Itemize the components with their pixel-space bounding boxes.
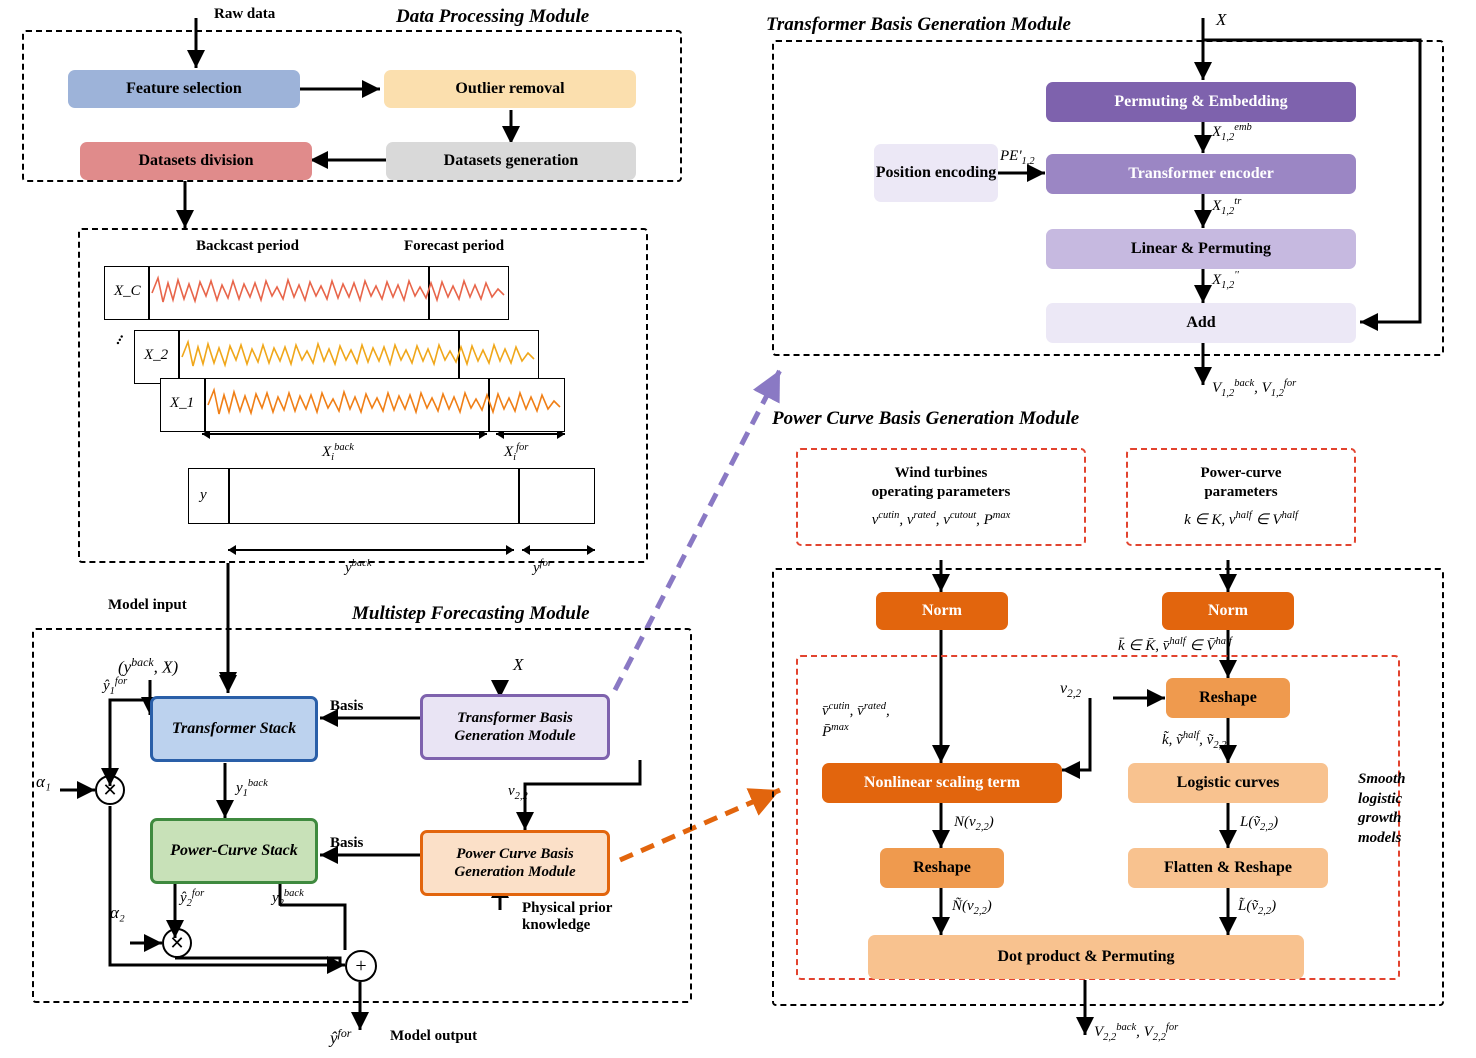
data-processing-title: Data Processing Module	[396, 6, 590, 27]
position-encoding-box[interactable]	[874, 144, 998, 202]
norm-right-box[interactable]: Norm	[1162, 592, 1294, 630]
multistep-title: Multistep Forecasting Module	[352, 603, 590, 624]
multistep-forecasting-module	[32, 628, 692, 1003]
y1back-label: $y_1^{back}$	[236, 778, 268, 799]
input-tuple-label: ($y^{back}$, X)	[118, 655, 179, 677]
position-encoding-label: Position encoding	[875, 164, 997, 182]
reshape-top-box[interactable]: Reshape	[1166, 678, 1290, 718]
series-divider2-x2	[458, 330, 460, 384]
pc-params-line3: k ∈ K, $v^{half}$ ∈ $V^{half}$	[1184, 509, 1298, 528]
series-divider2-y	[518, 468, 520, 524]
series-divider-xc	[148, 266, 150, 320]
transformer-stack-box[interactable]	[150, 696, 318, 762]
pcbgm-reference-box[interactable]	[420, 830, 610, 896]
datasets-generation-box[interactable]: Datasets generation	[386, 142, 636, 180]
power-curve-module-title: Power Curve Basis Generation Module	[772, 408, 1080, 429]
series-box-xc	[104, 266, 509, 320]
pc-params-line1: Power-curve	[1200, 464, 1282, 481]
pcbgm-reference-label: Power Curve Basis Generation Module	[454, 846, 576, 880]
model-input-label: Model input	[108, 597, 187, 613]
x-dprime-label: $X_{1,2}''$	[1212, 270, 1239, 291]
y-back-label: $y^{back}$	[345, 558, 372, 576]
v22-label-multistep: $v_{2,2}$	[508, 783, 528, 802]
power-curve-output-label: $V_{2,2}^{back}$, $V_{2,2}^{for}$	[1094, 1022, 1179, 1043]
alpha2-label: α₂	[110, 903, 125, 922]
linear-permuting-box[interactable]: Linear & Permuting	[1046, 229, 1356, 269]
x-tr-label: $X_{1,2}^{tr}$	[1212, 196, 1242, 217]
transformer-module-title: Transformer Basis Generation Module	[766, 14, 1071, 35]
transformer-output-label: $V_{1,2}^{back}$, $V_{1,2}^{for}$	[1212, 378, 1297, 399]
transformer-stack-label: Transformer Stack	[171, 720, 297, 738]
reshape-left-box[interactable]: Reshape	[880, 848, 1004, 888]
series-box-y	[188, 468, 595, 524]
reshape-output-label: k̃, ṽ$^{half}$, ṽ$_{2,2}$	[1162, 730, 1227, 751]
n-tilde-label: $Ñ(v_{2,2})$	[952, 898, 992, 917]
dot-product-box[interactable]: Dot product & Permuting	[868, 935, 1304, 979]
flatten-reshape-box[interactable]: Flatten & Reshape	[1128, 848, 1328, 888]
wind-params-line2: operating parameters	[871, 484, 1011, 501]
transformer-encoder-box[interactable]: Transformer encoder	[1046, 154, 1356, 194]
x-input-label: X	[513, 655, 524, 674]
physical-prior-label: Physical prior knowledge	[522, 900, 613, 934]
permuting-embedding-box[interactable]: Permuting & Embedding	[1046, 82, 1356, 122]
n-v22-label: $N(v_{2,2})$	[954, 814, 994, 833]
norm-output-left-label: v̄$^{cutin}$, v̄$^{rated}$, P̄$^{max}$	[822, 701, 890, 741]
series-ellipsis: ...	[107, 329, 127, 348]
series-label-y: y	[200, 487, 207, 503]
add-node: +	[345, 950, 377, 982]
norm-output-right-label: k̄ ∈ K̄, v̄$^{half}$ ∈ V̄$^{half}$	[1118, 636, 1232, 654]
smooth-logistic-note: Smooth logistic growth models	[1358, 771, 1406, 846]
series-divider-x2	[178, 330, 180, 384]
l-tilde-label: L̃(ṽ$_{2,2}$)	[1238, 898, 1277, 917]
raw-data-label: Raw data	[214, 6, 276, 22]
pe-label: $PE'_{1,2}$	[1000, 148, 1035, 167]
series-box-x1	[160, 378, 565, 432]
add-box[interactable]: Add	[1046, 303, 1356, 343]
wind-params-line3: $v^{cutin}$, $v^{rated}$, $v^{cutout}$, $P^{max}$	[871, 509, 1011, 528]
series-divider2-x1	[488, 378, 490, 432]
alpha1-label: α₁	[36, 772, 51, 791]
wind-params-line1: Wind turbines	[894, 464, 988, 481]
y-for-label: $y^{for}$	[533, 558, 552, 576]
power-curve-stack-box[interactable]	[150, 818, 318, 884]
v22-input-label: $v_{2,2}$	[1060, 680, 1082, 701]
multiply-node-2: ✕	[162, 928, 192, 958]
power-curve-stack-label: Power-Curve Stack	[170, 842, 298, 860]
x-back-label: $X_i^{back}$	[322, 442, 354, 463]
backcast-period-label: Backcast period	[196, 238, 299, 254]
feature-selection-box[interactable]: Feature selection	[68, 70, 300, 108]
logistic-curves-box[interactable]: Logistic curves	[1128, 763, 1328, 803]
tbgm-reference-label: Transformer Basis Generation Module	[454, 710, 576, 744]
tbgm-reference-box[interactable]	[420, 694, 610, 760]
l-v22-label: L(ṽ$_{2,2}$)	[1240, 814, 1279, 833]
x-emb-label: $X_{1,2}^{emb}$	[1212, 122, 1252, 143]
series-label-x2: X_2	[144, 347, 169, 363]
x-for-label: $X_i^{for}$	[504, 442, 529, 463]
model-output-label: Model output	[390, 1028, 478, 1044]
output-yhat-label: $ŷ^{for}$	[330, 1026, 352, 1048]
pc-params-line2: parameters	[1204, 484, 1278, 501]
forecast-period-label: Forecast period	[404, 238, 505, 254]
power-curve-params-box	[1126, 448, 1356, 546]
datasets-division-box[interactable]: Datasets division	[80, 142, 312, 180]
series-divider2-xc	[428, 266, 430, 320]
series-divider-y	[228, 468, 230, 524]
yhat2-label: $ŷ_2^{for}$	[180, 888, 205, 909]
y2back-label: $y_2^{back}$	[272, 888, 304, 909]
outlier-removal-box[interactable]: Outlier removal	[384, 70, 636, 108]
basis-label-2: Basis	[330, 835, 364, 851]
transformer-input-x: X	[1216, 10, 1227, 29]
basis-label-1: Basis	[330, 698, 364, 714]
series-label-xc: X_C	[114, 283, 141, 299]
series-divider-x1	[204, 378, 206, 432]
wind-turbine-params-box	[796, 448, 1086, 546]
series-label-x1: X_1	[170, 395, 195, 411]
norm-left-box[interactable]: Norm	[876, 592, 1008, 630]
series-box-x2	[134, 330, 539, 384]
multiply-node-1: ✕	[95, 775, 125, 805]
yhat1-label: $ŷ_1^{for}$	[103, 676, 128, 697]
nonlinear-scaling-box[interactable]: Nonlinear scaling term	[822, 763, 1062, 803]
